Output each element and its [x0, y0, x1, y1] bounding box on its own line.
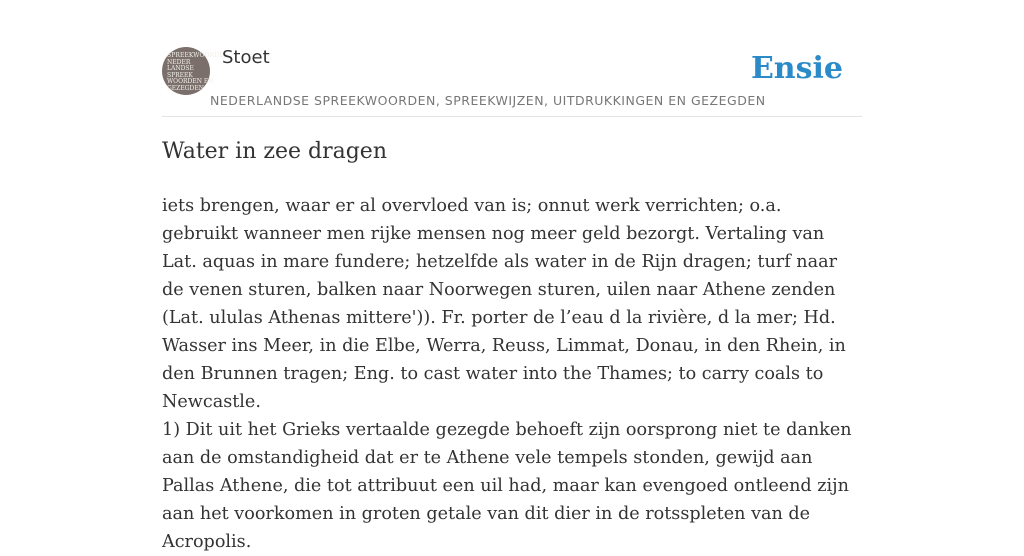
avatar-text-line: LANDSE: [167, 65, 194, 72]
avatar-text-line: SPREEK: [167, 71, 193, 79]
avatar-text-line: SPREEKWOORDEN: [167, 52, 229, 59]
source-avatar[interactable]: [162, 47, 229, 95]
entry-title: Water in zee dragen: [162, 139, 387, 164]
entry-paragraph: iets brengen, waar er al overvloed van is; onnut werk verrichten; o.a. gebruikt wanneer men rijke mensen nog meer geld bezorgt. Vertaling van Lat. aquas in mare fundere; hetzelfde als water in de Rijn dragen; turf naar de venen sturen, balken naar Noorwegen sturen, uilen naar Athene zenden (Lat. ululas Athenas mittere')). Fr. porter de l’eau d la rivière, d la mer; Hd. Wasser ins Meer, in die Elbe, Werra, Reuss, Limmat, Donau, in den Rhein, in den Brunnen tragen; Eng. to cast water into the Thames; to carry coals to Newcastle.: [162, 196, 846, 412]
avatar-text-line: WOORDEN EN: [167, 78, 214, 85]
source-subtitle: NEDERLANDSE SPREEKWOORDEN, SPREEKWIJZEN, UITDRUKKINGEN EN GEZEGDEN: [210, 93, 766, 108]
brand-logo[interactable]: Ensie: [750, 51, 843, 86]
entry-body: [162, 192, 862, 556]
entry-footnote: 1) Dit uit het Grieks vertaalde gezegde behoeft zijn oorsprong niet te danken aan de omstandigheid dat er te Athene vele tempels stonden, gewijd aan Pallas Athene, die tot attribuut een uil had, maar kan evengoed ontleend zijn aan het voorkomen in groten getale van dit dier in de rotsspleten van de Acropolis.: [162, 420, 852, 552]
source-name-link[interactable]: Stoet: [222, 47, 270, 68]
avatar-text-line: GEZEGDEN: [167, 84, 204, 92]
header: [162, 44, 862, 117]
avatar-text-line: NEDER: [167, 58, 191, 66]
